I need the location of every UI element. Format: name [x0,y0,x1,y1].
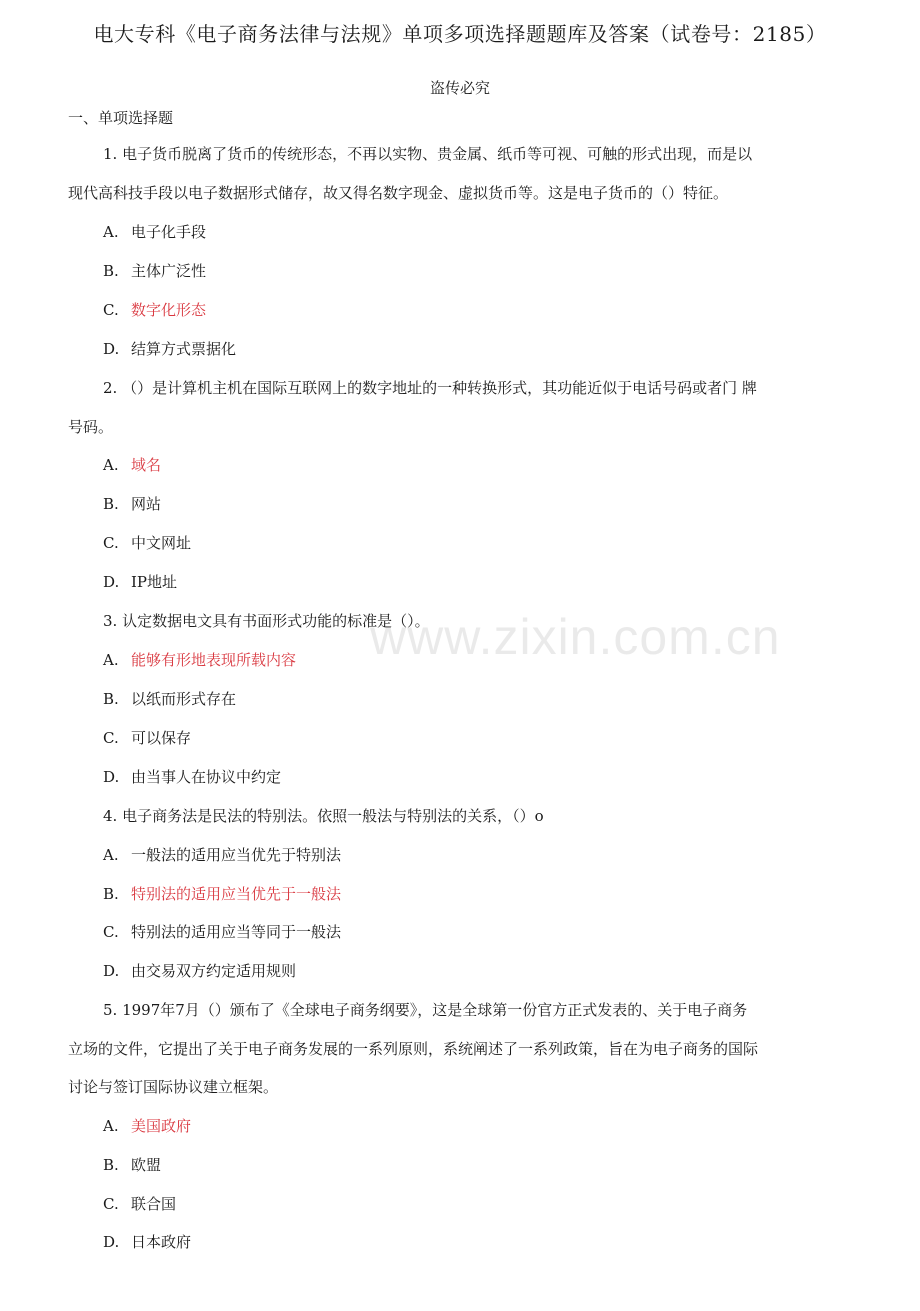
option-text: 特别法的适用应当优先于一般法 [131,885,342,903]
option-text: 欧盟 [131,1156,162,1174]
option-text: 网站 [131,495,162,513]
question-text-continued: 立场的文件，它提出了关于电子商务发展的一系列原则，系统阐述了一系列政策，旨在为电子商务的国际 [68,1040,759,1058]
answer-option [103,1232,191,1252]
answer-option [103,339,236,359]
option-text: 美国政府 [131,1117,192,1135]
option-letter: D. [103,573,120,591]
option-letter: B. [103,690,119,708]
answer-option [103,961,296,981]
option-letter: A. [103,223,119,241]
answer-option [103,261,206,281]
option-letter: A. [103,456,119,474]
question-text: 4. 电子商务法是民法的特别法。依照一般法与特别法的关系，（）o [103,807,544,825]
option-text: 中文网址 [131,534,192,552]
question-text: 3. 认定数据电文具有书面形式功能的标准是（）。 [103,612,430,630]
answer-option [103,455,161,475]
option-letter: C. [103,923,119,941]
watermark: www.zixin.com.cn [370,609,781,665]
answer-option [103,494,161,514]
option-text: 联合国 [131,1195,177,1213]
option-letter: A. [103,651,119,669]
option-letter: D. [103,768,120,786]
option-text: 电子化手段 [131,223,207,241]
option-text: 由交易双方约定适用规则 [131,962,297,980]
question-text: 1. 电子货币脱离了货币的传统形态，不再以实物、贵金属、纸币等可视、可触的形式出现，而是以 [103,145,753,163]
option-letter: B. [103,262,119,280]
answer-option [103,572,177,592]
option-text: 特别法的适用应当等同于一般法 [131,923,342,941]
option-letter: C. [103,729,119,747]
answer-option [103,845,341,865]
option-letter: B. [103,495,119,513]
answer-option [103,884,341,904]
option-letter: C. [103,534,119,552]
option-text: 结算方式票据化 [131,340,237,358]
page-title: 电大专科《电子商务法律与法规》单项多项选择题题库及答案（试卷号：2185） [93,22,827,46]
answer-option [103,533,191,553]
option-letter: C. [103,301,119,319]
option-letter: D. [103,1233,120,1251]
option-text: 一般法的适用应当优先于特别法 [131,846,342,864]
question-text-continued: 现代高科技手段以电子数据形式储存，故又得名数字现金、虚拟货币等。这是电子货币的（）特征。 [68,184,729,202]
answer-option [103,650,296,670]
answer-option [103,1116,191,1136]
answer-option [103,767,281,787]
copyright-notice: 盗传必究 [429,79,490,97]
answer-option [103,922,341,942]
option-text: 数字化形态 [131,301,207,319]
question-text: 2. （）是计算机主机在国际互联网上的数字地址的一种转换形式，其功能近似于电话号码或者门 牌 [103,379,757,397]
option-letter: A. [103,1117,119,1135]
option-text: 能够有形地表现所载内容 [131,651,297,669]
option-text: IP地址 [131,573,178,591]
option-letter: D. [103,962,120,980]
answer-option [103,1194,176,1214]
option-letter: D. [103,340,120,358]
question-text-continued: 讨论与签订国际协议建立框架。 [68,1078,279,1096]
answer-option [103,1155,161,1175]
answer-option [103,728,191,748]
question-text-continued: 号码。 [68,418,114,436]
answer-option [103,689,236,709]
option-letter: B. [103,885,119,903]
option-text: 可以保存 [131,729,192,747]
option-letter: C. [103,1195,119,1213]
answer-option [103,300,206,320]
option-text: 域名 [131,456,162,474]
question-text: 5. 1997年7月（）颁布了《全球电子商务纲要》，这是全球第一份官方正式发表的、关于电子商务 [103,1001,748,1019]
option-text: 以纸而形式存在 [131,690,237,708]
option-letter: A. [103,846,119,864]
answer-option [103,222,206,242]
section-heading: 一、单项选择题 [68,109,174,127]
option-text: 主体广泛性 [131,262,207,280]
option-letter: B. [103,1156,119,1174]
option-text: 由当事人在协议中约定 [131,768,282,786]
option-text: 日本政府 [131,1233,192,1251]
